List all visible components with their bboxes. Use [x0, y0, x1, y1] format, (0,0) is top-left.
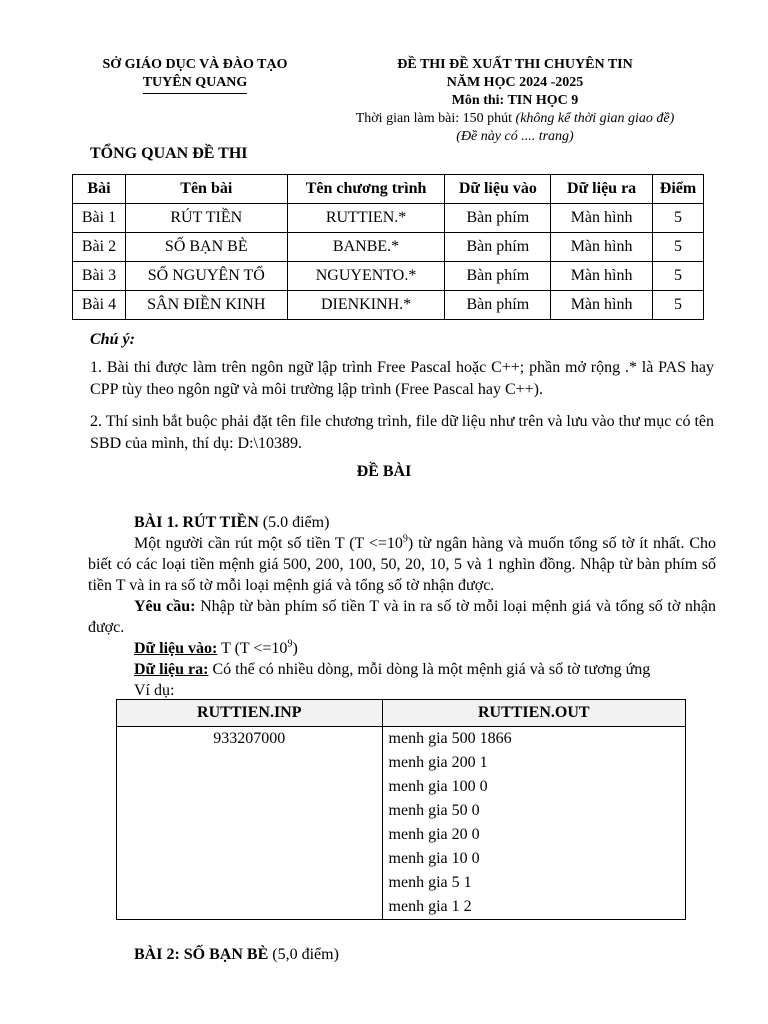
table-cell: SỐ NGUYÊN TỐ: [125, 262, 287, 291]
table-cell: SÂN ĐIỀN KINH: [125, 291, 287, 320]
table-row: [73, 262, 704, 291]
table-header-row: [117, 700, 686, 727]
example-label: Ví dụ:: [134, 682, 175, 699]
table-row: [73, 233, 704, 262]
table-cell: Bài 1: [73, 204, 126, 233]
department-header: [80, 56, 310, 94]
page-count-note: (Đề này có .... trang): [456, 129, 574, 144]
table-row: [117, 727, 686, 920]
example-output: [382, 727, 685, 920]
column-header: Tên bài: [125, 175, 287, 204]
note-1: 1. Bài thi được làm trên ngôn ngữ lập trình Free Pascal hoặc C++; phần mở rộng .* là PAS hay CPP tùy theo ngôn ngữ và môi trường lập trình (Free Pascal hay C++).: [90, 359, 714, 398]
example-input: 933207000: [117, 727, 383, 920]
department-name: SỞ GIÁO DỤC VÀ ĐÀO TẠO: [102, 57, 288, 72]
table-cell: 5: [652, 291, 703, 320]
output-line: menh gia 50 0: [388, 802, 480, 819]
output-line: menh gia 20 0: [388, 826, 480, 843]
problem-2-heading: BÀI 2: SỐ BẠN BÈ (5,0 điểm): [134, 946, 339, 963]
table-cell: Bàn phím: [445, 262, 551, 291]
table-cell: BANBE.*: [287, 233, 445, 262]
table-cell: 5: [652, 233, 703, 262]
notes-title: Chú ý:: [90, 331, 135, 348]
school-year: NĂM HỌC 2024 -2025: [446, 75, 584, 90]
note-2: 2. Thí sinh bắt buộc phải đặt tên file chương trình, file dữ liệu như trên và lưu vào thư mục có tên SBD của mình, thí dụ: D:\10389.: [90, 413, 714, 452]
column-header: Tên chương trình: [287, 175, 445, 204]
output-line: menh gia 10 0: [388, 850, 480, 867]
table-row: [73, 291, 704, 320]
table-cell: Màn hình: [551, 262, 653, 291]
table-cell: 5: [652, 262, 703, 291]
table-cell: Bàn phím: [445, 233, 551, 262]
column-header: RUTTIEN.INP: [117, 700, 383, 727]
exam-title: ĐỀ THI ĐỀ XUẤT THI CHUYÊN TIN: [397, 57, 633, 72]
table-header-row: [73, 175, 704, 204]
problem-1-heading: BÀI 1. RÚT TIỀN (5.0 điểm): [134, 514, 330, 531]
table-cell: Bài 2: [73, 233, 126, 262]
output-line: menh gia 5 1: [388, 874, 472, 891]
table-cell: SỐ BẠN BÈ: [125, 233, 287, 262]
table-cell: DIENKINH.*: [287, 291, 445, 320]
table-cell: 5: [652, 204, 703, 233]
overview-title: TỔNG QUAN ĐỀ THI: [90, 145, 248, 162]
overview-table: [72, 174, 704, 320]
table-cell: Màn hình: [551, 291, 653, 320]
column-header: Điểm: [652, 175, 703, 204]
problem-1: [88, 512, 716, 701]
table-cell: Màn hình: [551, 204, 653, 233]
province-name: TUYÊN QUANG: [143, 74, 248, 94]
output-line: menh gia 200 1: [388, 754, 488, 771]
problem-1-output: Dữ liệu ra: Có thể có nhiều dòng, mỗi dòng là một mệnh giá và số tờ tương ứng: [134, 661, 651, 678]
table-row: [73, 204, 704, 233]
output-line: menh gia 100 0: [388, 778, 488, 795]
problem-1-requirement: Yêu cầu: Nhập từ bàn phím số tiền T và in ra số tờ mỗi loại mệnh giá và tổng số tờ nhận được.: [88, 598, 716, 636]
column-header: Dữ liệu ra: [551, 175, 653, 204]
problem-1-input: Dữ liệu vào: T $(T <=10^9)$: [134, 638, 298, 657]
table-cell: Bàn phím: [445, 291, 551, 320]
subject: Môn thi: TIN HỌC 9: [451, 93, 579, 108]
table-cell: RÚT TIỀN: [125, 204, 287, 233]
exam-header: [330, 56, 700, 146]
problem-1-description: Một người cần rút một số tiền T $(T <=10^9)$ từ ngân hàng và muốn tổng số tờ ít nhất. Cho biết có các loại tiền mệnh giá 500, 200, 100, 50, 20, 10, 5 và 1 nghìn đồng. Nhập từ bàn phím số tiền T và in ra số tờ mỗi loại mệnh giá và tổng số tờ nhận được.: [88, 533, 716, 594]
problems-title: ĐỀ BÀI: [356, 463, 412, 480]
column-header: RUTTIEN.OUT: [382, 700, 685, 727]
table-cell: Bàn phím: [445, 204, 551, 233]
table-cell: Màn hình: [551, 233, 653, 262]
table-cell: NGUYENTO.*: [287, 262, 445, 291]
output-line: menh gia 1 2: [388, 898, 472, 915]
example-table: [116, 699, 686, 920]
column-header: Dữ liệu vào: [445, 175, 551, 204]
table-cell: RUTTIEN.*: [287, 204, 445, 233]
column-header: Bài: [73, 175, 126, 204]
table-cell: Bài 3: [73, 262, 126, 291]
output-line: menh gia 500 1866: [388, 730, 512, 747]
table-cell: Bài 4: [73, 291, 126, 320]
time-limit: Thời gian làm bài: 150 phút (không kể thời gian giao đề): [355, 111, 675, 126]
